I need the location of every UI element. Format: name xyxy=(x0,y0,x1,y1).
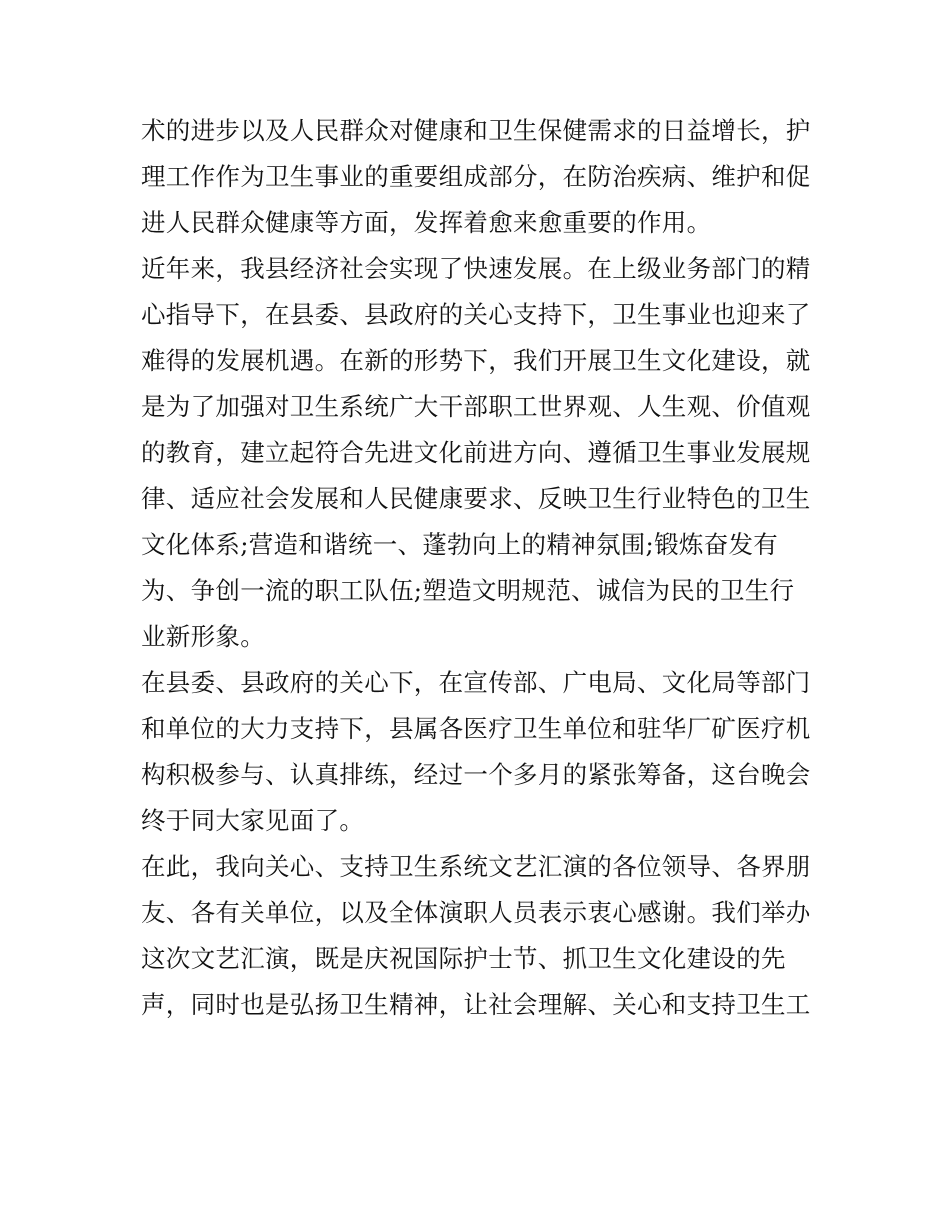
text-line: 的教育，建立起符合先进文化前进方向、遵循卫生事业发展规 xyxy=(141,438,811,467)
text-line: 术的进步以及人民群众对健康和卫生保健需求的日益增长，护 xyxy=(141,116,811,145)
text-line: 在此，我向关心、支持卫生系统文艺汇演的各位领导、各界朋 xyxy=(141,852,811,881)
text-line: 是为了加强对卫生系统广大干部职工世界观、人生观、价值观 xyxy=(141,392,811,421)
text-line: 构积极参与、认真排练，经过一个多月的紧张筹备，这台晚会 xyxy=(141,760,811,789)
text-line: 友、各有关单位，以及全体演职人员表示衷心感谢。我们举办 xyxy=(141,898,811,927)
text-line: 文化体系;营造和谐统一、蓬勃向上的精神氛围;锻炼奋发有 xyxy=(141,530,779,559)
document-body xyxy=(141,108,821,1028)
text-line: 律、适应社会发展和人民健康要求、反映卫生行业特色的卫生 xyxy=(141,484,811,513)
text-line: 理工作作为卫生事业的重要组成部分，在防治疾病、维护和促 xyxy=(141,162,811,191)
text-line: 为、争创一流的职工队伍;塑造文明规范、诚信为民的卫生行 xyxy=(141,576,795,605)
text-line: 和单位的大力支持下，县属各医疗卫生单位和驻华厂矿医疗机 xyxy=(141,714,811,743)
text-line: 这次文艺汇演，既是庆祝国际护士节、抓卫生文化建设的先 xyxy=(141,944,786,973)
text-line: 在县委、县政府的关心下，在宣传部、广电局、文化局等部门 xyxy=(141,668,811,697)
text-line: 声，同时也是弘扬卫生精神，让社会理解、关心和支持卫生工 xyxy=(141,990,811,1019)
text-line: 心指导下，在县委、县政府的关心支持下，卫生事业也迎来了 xyxy=(141,300,811,329)
text-line: 近年来，我县经济社会实现了快速发展。在上级业务部门的精 xyxy=(141,254,811,283)
text-line: 难得的发展机遇。在新的形势下，我们开展卫生文化建设，就 xyxy=(141,346,811,375)
text-line: 业新形象。 xyxy=(141,622,265,651)
text-line: 终于同大家见面了。 xyxy=(141,806,365,835)
text-line: 进人民群众健康等方面，发挥着愈来愈重要的作用。 xyxy=(141,208,712,237)
